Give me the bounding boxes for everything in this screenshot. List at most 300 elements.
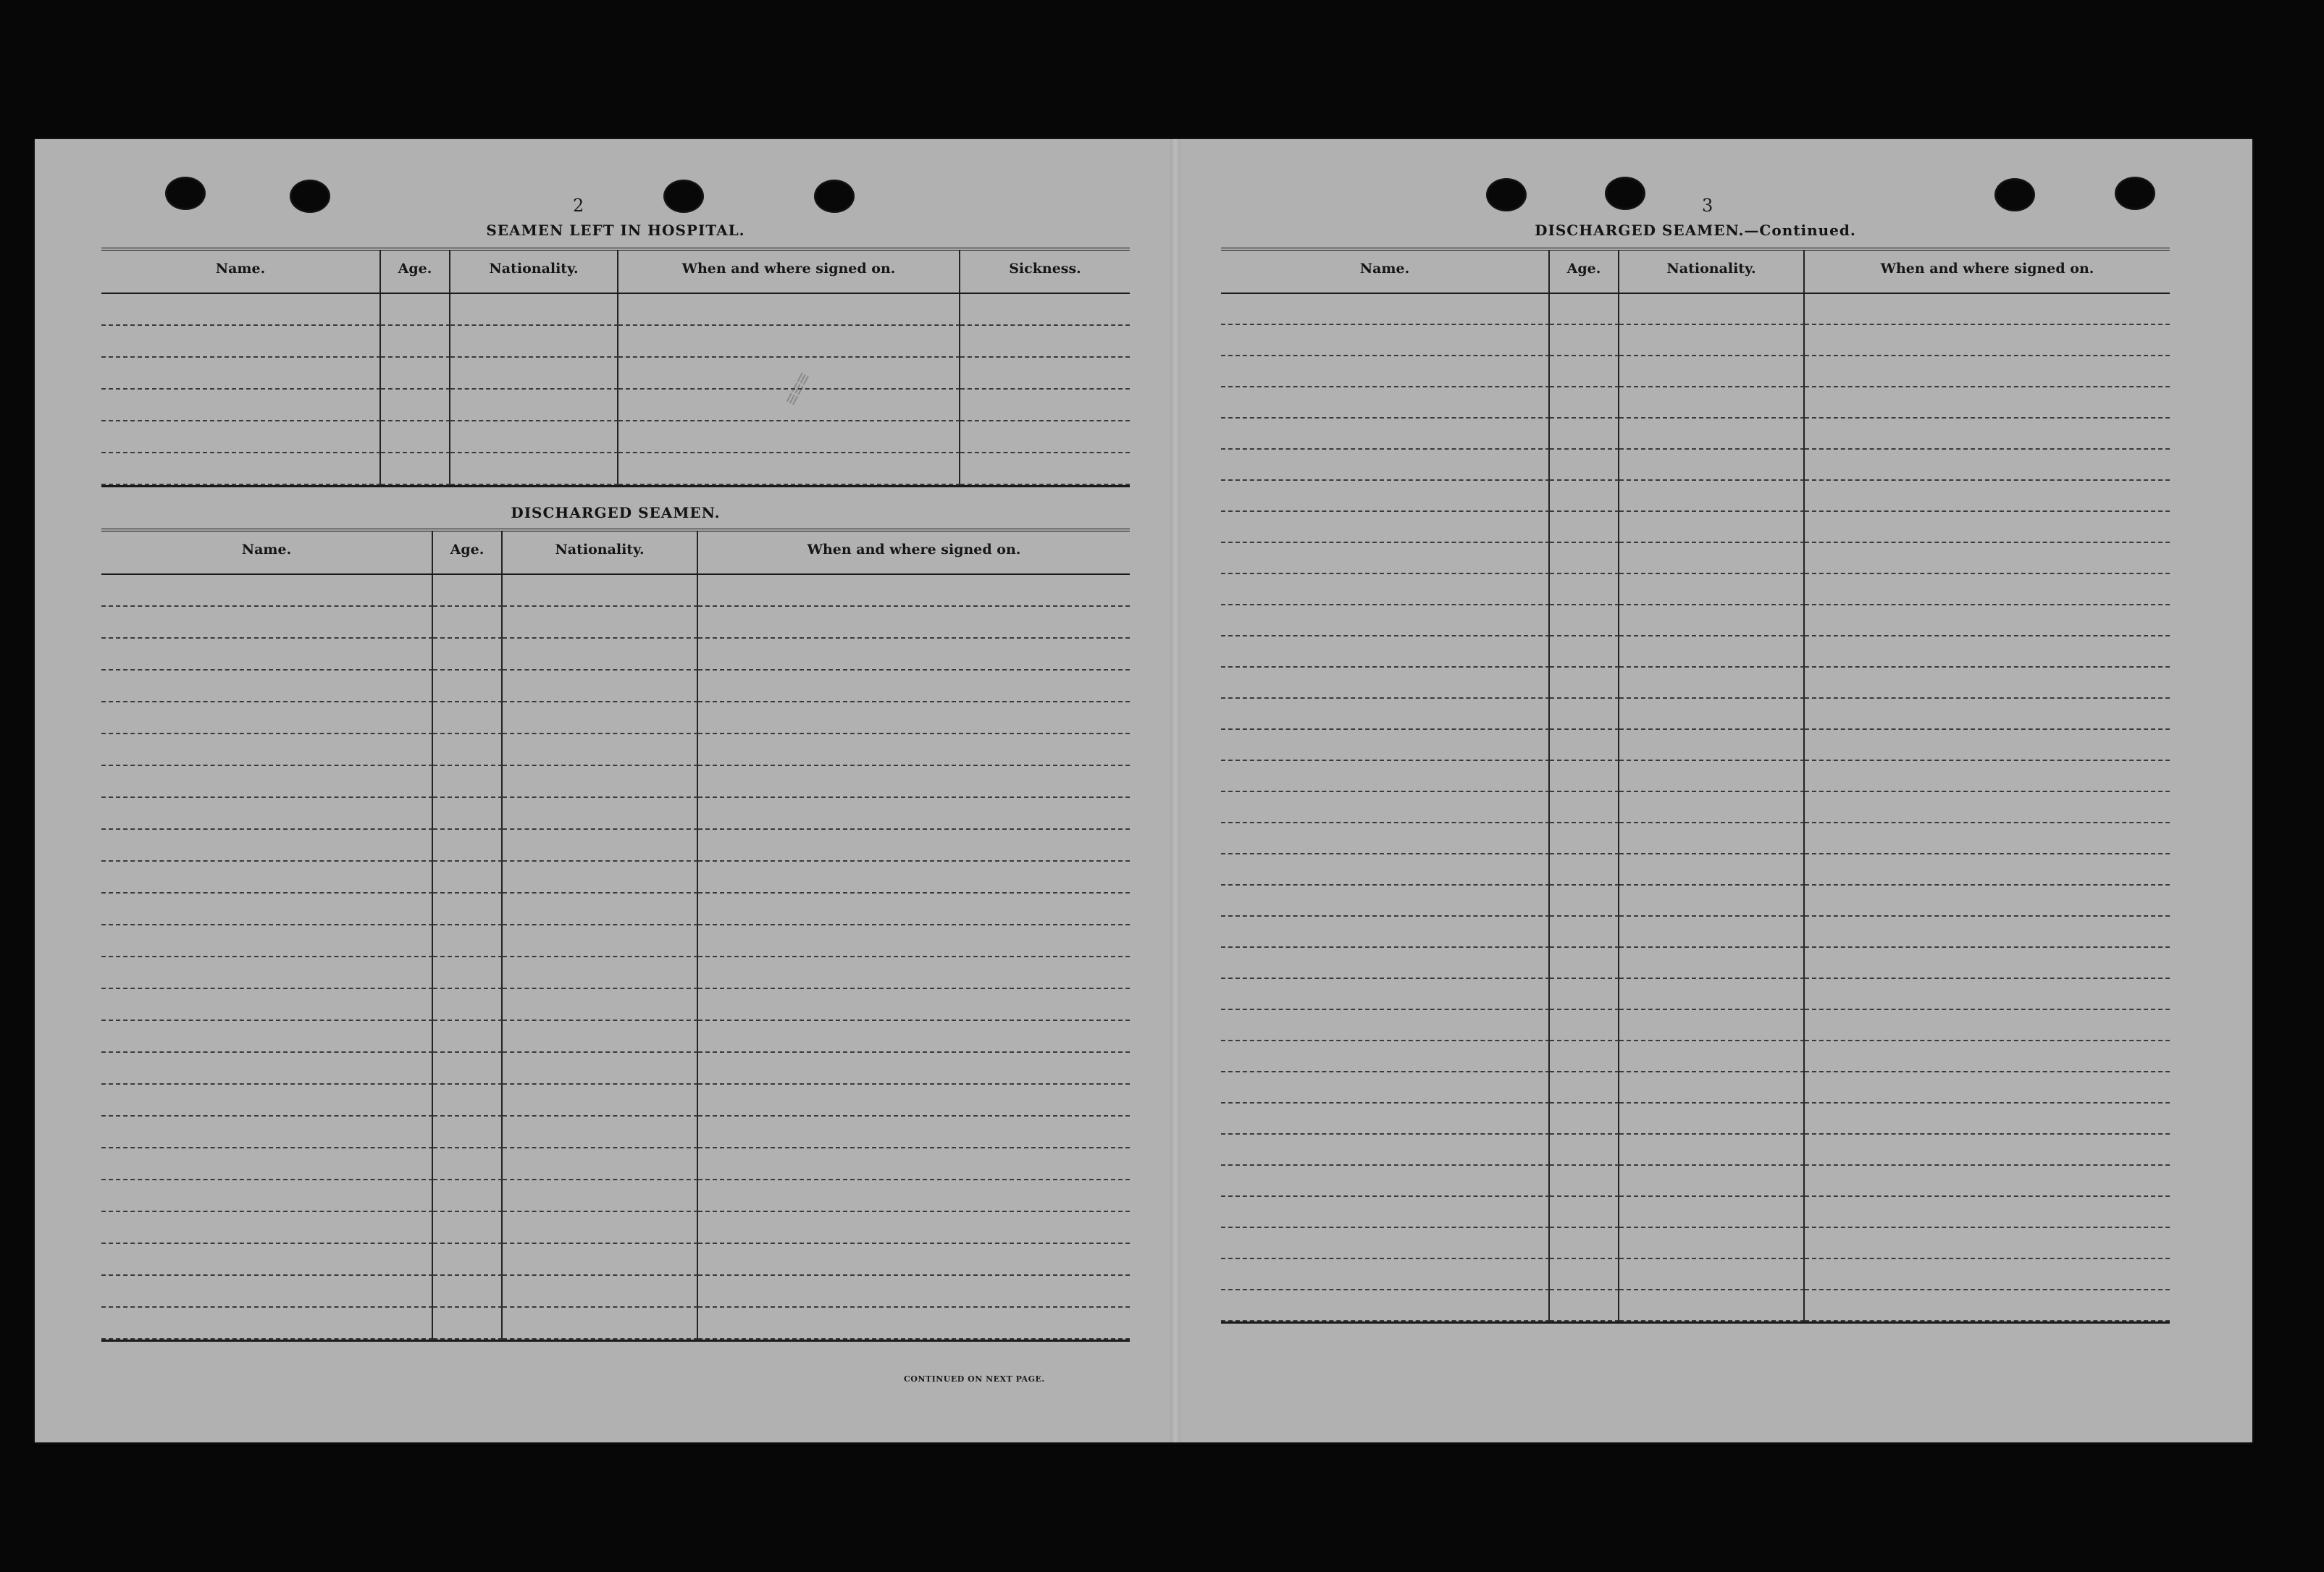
blank-cell[interactable] bbox=[1805, 886, 2170, 917]
blank-cell[interactable] bbox=[101, 702, 433, 734]
blank-cell[interactable] bbox=[1805, 668, 2170, 699]
blank-cell[interactable] bbox=[698, 830, 1130, 862]
hospital-table bbox=[101, 248, 1130, 487]
blank-cell[interactable] bbox=[101, 1180, 433, 1212]
blank-cell[interactable] bbox=[960, 294, 1130, 326]
blank-cell[interactable] bbox=[1619, 1259, 1805, 1290]
blank-cell[interactable] bbox=[1221, 543, 1550, 574]
blank-cell[interactable] bbox=[1619, 979, 1805, 1010]
blank-cell[interactable] bbox=[1805, 1010, 2170, 1041]
blank-cell[interactable] bbox=[101, 1244, 433, 1276]
table-row bbox=[1221, 605, 2170, 636]
blank-cell[interactable] bbox=[1619, 761, 1805, 792]
blank-cell[interactable] bbox=[1221, 886, 1550, 917]
blank-cell[interactable] bbox=[1619, 730, 1805, 761]
blank-cell[interactable] bbox=[1550, 325, 1619, 356]
blank-cell[interactable] bbox=[1221, 979, 1550, 1010]
blank-cell[interactable] bbox=[1550, 699, 1619, 730]
blank-cell[interactable] bbox=[1221, 1259, 1550, 1290]
blank-cell[interactable] bbox=[433, 671, 503, 702]
blank-cell[interactable] bbox=[1805, 481, 2170, 512]
blank-cell[interactable] bbox=[433, 639, 503, 671]
blank-cell[interactable] bbox=[1619, 605, 1805, 636]
blank-cell[interactable] bbox=[450, 421, 618, 453]
blank-cell[interactable] bbox=[503, 607, 698, 639]
blank-cell[interactable] bbox=[450, 326, 618, 358]
blank-cell[interactable] bbox=[1619, 699, 1805, 730]
discharged-continued-header bbox=[1221, 251, 2170, 294]
table-row bbox=[1221, 1135, 2170, 1166]
blank-cell[interactable] bbox=[101, 830, 433, 862]
blank-cell[interactable] bbox=[503, 1085, 698, 1117]
blank-cell[interactable] bbox=[1221, 1010, 1550, 1041]
blank-cell[interactable] bbox=[101, 607, 433, 639]
blank-cell[interactable] bbox=[101, 989, 433, 1021]
blank-cell[interactable] bbox=[381, 326, 450, 358]
blank-cell[interactable] bbox=[381, 294, 450, 326]
blank-cell[interactable] bbox=[433, 1148, 503, 1180]
blank-cell[interactable] bbox=[1221, 1228, 1550, 1259]
discharged-table bbox=[101, 529, 1130, 1342]
blank-cell[interactable] bbox=[960, 358, 1130, 390]
table-row bbox=[1221, 574, 2170, 605]
blank-cell[interactable] bbox=[1805, 1228, 2170, 1259]
left-page bbox=[35, 139, 1170, 1442]
blank-cell[interactable] bbox=[1805, 636, 2170, 668]
blank-cell[interactable] bbox=[698, 1085, 1130, 1117]
blank-cell[interactable] bbox=[433, 1276, 503, 1308]
blank-cell[interactable] bbox=[1805, 1135, 2170, 1166]
blank-cell[interactable] bbox=[450, 390, 618, 421]
blank-cell[interactable] bbox=[503, 862, 698, 894]
blank-cell[interactable] bbox=[1805, 1259, 2170, 1290]
column-header-signed-on: When and where signed on. bbox=[807, 542, 1021, 558]
blank-cell[interactable] bbox=[1550, 1197, 1619, 1228]
blank-cell[interactable] bbox=[1550, 668, 1619, 699]
blank-cell[interactable] bbox=[698, 1212, 1130, 1244]
blank-cell[interactable] bbox=[433, 830, 503, 862]
blank-cell[interactable] bbox=[1805, 574, 2170, 605]
blank-cell[interactable] bbox=[698, 1021, 1130, 1053]
blank-cell[interactable] bbox=[101, 294, 381, 326]
blank-cell[interactable] bbox=[698, 734, 1130, 766]
blank-cell[interactable] bbox=[1805, 730, 2170, 761]
blank-cell[interactable] bbox=[1550, 450, 1619, 481]
blank-cell[interactable] bbox=[1805, 1104, 2170, 1135]
blank-cell[interactable] bbox=[503, 1117, 698, 1148]
blank-cell[interactable] bbox=[433, 989, 503, 1021]
blank-cell[interactable] bbox=[433, 1180, 503, 1212]
blank-cell[interactable] bbox=[503, 1148, 698, 1180]
blank-cell[interactable] bbox=[503, 925, 698, 957]
blank-cell[interactable] bbox=[1550, 979, 1619, 1010]
blank-cell[interactable] bbox=[698, 1308, 1130, 1340]
blank-cell[interactable] bbox=[1805, 699, 2170, 730]
table-row bbox=[1221, 1290, 2170, 1321]
blank-cell[interactable] bbox=[381, 358, 450, 390]
blank-cell[interactable] bbox=[1550, 1104, 1619, 1135]
blank-cell[interactable] bbox=[503, 989, 698, 1021]
blank-cell[interactable] bbox=[698, 1148, 1130, 1180]
blank-cell[interactable] bbox=[101, 421, 381, 453]
blank-cell[interactable] bbox=[381, 390, 450, 421]
blank-cell[interactable] bbox=[1805, 419, 2170, 450]
punch-hole bbox=[1994, 178, 2035, 211]
blank-cell[interactable] bbox=[1619, 1166, 1805, 1197]
blank-cell[interactable] bbox=[433, 925, 503, 957]
blank-cell[interactable] bbox=[1221, 699, 1550, 730]
blank-cell[interactable] bbox=[101, 894, 433, 925]
blank-cell[interactable] bbox=[698, 766, 1130, 798]
blank-cell[interactable] bbox=[1221, 387, 1550, 419]
blank-cell[interactable] bbox=[101, 957, 433, 989]
blank-cell[interactable] bbox=[381, 421, 450, 453]
blank-cell[interactable] bbox=[960, 453, 1130, 485]
blank-cell[interactable] bbox=[101, 1276, 433, 1308]
blank-cell[interactable] bbox=[1550, 1290, 1619, 1321]
blank-cell[interactable] bbox=[618, 326, 960, 358]
blank-cell[interactable] bbox=[1619, 1104, 1805, 1135]
blank-cell[interactable] bbox=[960, 390, 1130, 421]
blank-cell[interactable] bbox=[101, 1021, 433, 1053]
blank-cell[interactable] bbox=[618, 294, 960, 326]
blank-cell[interactable] bbox=[1805, 792, 2170, 823]
blank-cell[interactable] bbox=[503, 894, 698, 925]
blank-cell[interactable] bbox=[1221, 419, 1550, 450]
blank-cell[interactable] bbox=[1221, 1166, 1550, 1197]
blank-cell[interactable] bbox=[698, 798, 1130, 830]
blank-cell[interactable] bbox=[1550, 1166, 1619, 1197]
blank-cell[interactable] bbox=[503, 639, 698, 671]
blank-cell[interactable] bbox=[503, 1212, 698, 1244]
blank-cell[interactable] bbox=[1619, 574, 1805, 605]
table-row bbox=[1221, 979, 2170, 1010]
table-row bbox=[1221, 356, 2170, 387]
blank-cell[interactable] bbox=[101, 671, 433, 702]
blank-cell[interactable] bbox=[1805, 1197, 2170, 1228]
table-row bbox=[1221, 1041, 2170, 1072]
blank-cell[interactable] bbox=[433, 607, 503, 639]
blank-cell[interactable] bbox=[503, 957, 698, 989]
blank-cell[interactable] bbox=[1550, 886, 1619, 917]
blank-cell[interactable] bbox=[433, 894, 503, 925]
table-row bbox=[101, 1021, 1130, 1053]
blank-cell[interactable] bbox=[1805, 823, 2170, 854]
blank-cell[interactable] bbox=[1221, 1041, 1550, 1072]
blank-cell[interactable] bbox=[101, 575, 433, 607]
blank-cell[interactable] bbox=[1619, 325, 1805, 356]
table-row bbox=[101, 766, 1130, 798]
discharged-table-header bbox=[101, 531, 1130, 575]
blank-cell[interactable] bbox=[1805, 294, 2170, 325]
blank-cell[interactable] bbox=[698, 1053, 1130, 1085]
blank-cell[interactable] bbox=[101, 639, 433, 671]
column-header-nationality: Nationality. bbox=[1619, 251, 1805, 293]
blank-cell[interactable] bbox=[1221, 823, 1550, 854]
blank-cell[interactable] bbox=[1550, 854, 1619, 886]
blank-cell[interactable] bbox=[1221, 325, 1550, 356]
blank-cell[interactable] bbox=[433, 862, 503, 894]
blank-cell[interactable] bbox=[1619, 823, 1805, 854]
blank-cell[interactable] bbox=[1550, 1010, 1619, 1041]
blank-cell[interactable] bbox=[503, 734, 698, 766]
table-row bbox=[101, 390, 1130, 421]
blank-cell[interactable] bbox=[1619, 543, 1805, 574]
blank-cell[interactable] bbox=[1619, 917, 1805, 948]
blank-cell[interactable] bbox=[698, 607, 1130, 639]
blank-cell[interactable] bbox=[1221, 948, 1550, 979]
blank-cell[interactable] bbox=[1550, 948, 1619, 979]
blank-cell[interactable] bbox=[433, 702, 503, 734]
blank-cell[interactable] bbox=[503, 575, 698, 607]
blank-cell[interactable] bbox=[381, 453, 450, 485]
blank-cell[interactable] bbox=[1221, 1197, 1550, 1228]
blank-cell[interactable] bbox=[1550, 1072, 1619, 1104]
blank-cell[interactable] bbox=[101, 1053, 433, 1085]
blank-cell[interactable] bbox=[1550, 387, 1619, 419]
blank-cell[interactable] bbox=[1805, 605, 2170, 636]
blank-cell[interactable] bbox=[101, 453, 381, 485]
blank-cell[interactable] bbox=[698, 639, 1130, 671]
blank-cell[interactable] bbox=[960, 326, 1130, 358]
blank-cell[interactable] bbox=[1550, 917, 1619, 948]
blank-cell[interactable] bbox=[433, 734, 503, 766]
blank-cell[interactable] bbox=[1619, 792, 1805, 823]
blank-cell[interactable] bbox=[1221, 512, 1550, 543]
blank-cell[interactable] bbox=[1619, 1041, 1805, 1072]
blank-cell[interactable] bbox=[433, 1021, 503, 1053]
blank-cell[interactable] bbox=[698, 1117, 1130, 1148]
blank-cell[interactable] bbox=[101, 862, 433, 894]
blank-cell[interactable] bbox=[1805, 948, 2170, 979]
blank-cell[interactable] bbox=[1619, 1290, 1805, 1321]
blank-cell[interactable] bbox=[450, 358, 618, 390]
blank-cell[interactable] bbox=[503, 1021, 698, 1053]
table-row bbox=[1221, 917, 2170, 948]
blank-cell[interactable] bbox=[503, 1244, 698, 1276]
blank-cell[interactable] bbox=[101, 390, 381, 421]
blank-cell[interactable] bbox=[1550, 636, 1619, 668]
blank-cell[interactable] bbox=[698, 957, 1130, 989]
blank-cell[interactable] bbox=[698, 702, 1130, 734]
table-row bbox=[1221, 325, 2170, 356]
blank-cell[interactable] bbox=[1805, 1290, 2170, 1321]
blank-cell[interactable] bbox=[698, 862, 1130, 894]
table-row bbox=[101, 957, 1130, 989]
blank-cell[interactable] bbox=[433, 1244, 503, 1276]
blank-cell[interactable] bbox=[1550, 1228, 1619, 1259]
blank-cell[interactable] bbox=[1619, 356, 1805, 387]
page-fold bbox=[1170, 139, 1180, 1442]
blank-cell[interactable] bbox=[1619, 419, 1805, 450]
blank-cell[interactable] bbox=[433, 1212, 503, 1244]
blank-cell[interactable] bbox=[1550, 481, 1619, 512]
blank-cell[interactable] bbox=[618, 453, 960, 485]
blank-cell[interactable] bbox=[1619, 948, 1805, 979]
blank-cell[interactable] bbox=[1619, 854, 1805, 886]
blank-cell[interactable] bbox=[1221, 574, 1550, 605]
blank-cell[interactable] bbox=[101, 1117, 433, 1148]
blank-cell[interactable] bbox=[1619, 1072, 1805, 1104]
blank-cell[interactable] bbox=[101, 358, 381, 390]
blank-cell[interactable] bbox=[1619, 387, 1805, 419]
hospital-table-header bbox=[101, 251, 1130, 294]
blank-cell[interactable] bbox=[698, 1244, 1130, 1276]
table-row bbox=[1221, 1072, 2170, 1104]
blank-cell[interactable] bbox=[101, 1148, 433, 1180]
blank-cell[interactable] bbox=[101, 1212, 433, 1244]
blank-cell[interactable] bbox=[101, 766, 433, 798]
blank-cell[interactable] bbox=[450, 453, 618, 485]
blank-cell[interactable] bbox=[1221, 917, 1550, 948]
blank-cell[interactable] bbox=[1805, 543, 2170, 574]
hospital-section-title: SEAMEN LEFT IN HOSPITAL. bbox=[486, 222, 745, 239]
discharged-continued-table bbox=[1221, 248, 2170, 1324]
blank-cell[interactable] bbox=[698, 894, 1130, 925]
blank-cell[interactable] bbox=[1550, 294, 1619, 325]
blank-cell[interactable] bbox=[433, 957, 503, 989]
blank-cell[interactable] bbox=[960, 421, 1130, 453]
column-header-signed-on: When and where signed on. bbox=[618, 251, 960, 293]
blank-cell[interactable] bbox=[1619, 1010, 1805, 1041]
table-row bbox=[101, 1117, 1130, 1148]
blank-cell[interactable] bbox=[1805, 761, 2170, 792]
column-header-signed-on: When and where signed on. bbox=[1880, 261, 2094, 277]
blank-cell[interactable] bbox=[1221, 854, 1550, 886]
blank-cell[interactable] bbox=[1619, 636, 1805, 668]
blank-cell[interactable] bbox=[503, 830, 698, 862]
table-row bbox=[1221, 294, 2170, 325]
blank-cell[interactable] bbox=[1221, 1104, 1550, 1135]
blank-cell[interactable] bbox=[503, 1276, 698, 1308]
table-row bbox=[1221, 1197, 2170, 1228]
blank-cell[interactable] bbox=[1550, 512, 1619, 543]
blank-cell[interactable] bbox=[101, 734, 433, 766]
blank-cell[interactable] bbox=[1550, 605, 1619, 636]
blank-cell[interactable] bbox=[1619, 450, 1805, 481]
blank-cell[interactable] bbox=[1221, 730, 1550, 761]
table-row bbox=[101, 671, 1130, 702]
blank-cell[interactable] bbox=[433, 766, 503, 798]
blank-cell[interactable] bbox=[1805, 1072, 2170, 1104]
punch-hole bbox=[2115, 177, 2155, 210]
blank-cell[interactable] bbox=[433, 1085, 503, 1117]
blank-cell[interactable] bbox=[1550, 574, 1619, 605]
table-row bbox=[1221, 730, 2170, 761]
blank-cell[interactable] bbox=[101, 1308, 433, 1340]
blank-cell[interactable] bbox=[1619, 668, 1805, 699]
blank-cell[interactable] bbox=[698, 1276, 1130, 1308]
blank-cell[interactable] bbox=[101, 798, 433, 830]
blank-cell[interactable] bbox=[1221, 294, 1550, 325]
blank-cell[interactable] bbox=[1221, 450, 1550, 481]
punch-hole bbox=[290, 180, 330, 213]
blank-cell[interactable] bbox=[503, 671, 698, 702]
blank-cell[interactable] bbox=[1619, 512, 1805, 543]
discharged-continued-title: DISCHARGED SEAMEN.—Continued. bbox=[1535, 222, 1856, 239]
table-row bbox=[101, 575, 1130, 607]
blank-cell[interactable] bbox=[698, 925, 1130, 957]
blank-cell[interactable] bbox=[1550, 730, 1619, 761]
blank-cell[interactable] bbox=[1221, 792, 1550, 823]
blank-cell[interactable] bbox=[1619, 481, 1805, 512]
blank-cell[interactable] bbox=[1805, 917, 2170, 948]
blank-cell[interactable] bbox=[1550, 1041, 1619, 1072]
blank-cell[interactable] bbox=[1805, 356, 2170, 387]
blank-cell[interactable] bbox=[1805, 854, 2170, 886]
table-row bbox=[1221, 543, 2170, 574]
blank-cell[interactable] bbox=[503, 702, 698, 734]
blank-cell[interactable] bbox=[1805, 1041, 2170, 1072]
blank-cell[interactable] bbox=[433, 1053, 503, 1085]
blank-cell[interactable] bbox=[1221, 636, 1550, 668]
blank-cell[interactable] bbox=[503, 1053, 698, 1085]
blank-cell[interactable] bbox=[1619, 1135, 1805, 1166]
blank-cell[interactable] bbox=[101, 925, 433, 957]
blank-cell[interactable] bbox=[450, 294, 618, 326]
table-row bbox=[101, 1244, 1130, 1276]
table-row bbox=[101, 734, 1130, 766]
blank-cell[interactable] bbox=[503, 1308, 698, 1340]
blank-cell[interactable] bbox=[1550, 1135, 1619, 1166]
blank-cell[interactable] bbox=[698, 989, 1130, 1021]
blank-cell[interactable] bbox=[698, 575, 1130, 607]
blank-cell[interactable] bbox=[503, 798, 698, 830]
blank-cell[interactable] bbox=[433, 1117, 503, 1148]
blank-cell[interactable] bbox=[1550, 419, 1619, 450]
blank-cell[interactable] bbox=[1805, 1166, 2170, 1197]
blank-cell[interactable] bbox=[698, 671, 1130, 702]
blank-cell[interactable] bbox=[101, 326, 381, 358]
blank-cell[interactable] bbox=[1221, 1290, 1550, 1321]
blank-cell[interactable] bbox=[698, 1180, 1130, 1212]
blank-cell[interactable] bbox=[1221, 356, 1550, 387]
blank-cell[interactable] bbox=[1221, 668, 1550, 699]
table-row bbox=[101, 453, 1130, 485]
blank-cell[interactable] bbox=[1550, 356, 1619, 387]
blank-cell[interactable] bbox=[1805, 387, 2170, 419]
blank-cell[interactable] bbox=[1619, 886, 1805, 917]
blank-cell[interactable] bbox=[1550, 543, 1619, 574]
table-row bbox=[1221, 1166, 2170, 1197]
blank-cell[interactable] bbox=[1221, 761, 1550, 792]
blank-cell[interactable] bbox=[1619, 294, 1805, 325]
blank-cell[interactable] bbox=[433, 1308, 503, 1340]
blank-cell[interactable] bbox=[1221, 605, 1550, 636]
blank-cell[interactable] bbox=[1619, 1197, 1805, 1228]
blank-cell[interactable] bbox=[433, 575, 503, 607]
table-row bbox=[101, 1308, 1130, 1340]
blank-cell[interactable] bbox=[1221, 1072, 1550, 1104]
blank-cell[interactable] bbox=[433, 798, 503, 830]
blank-cell[interactable] bbox=[618, 421, 960, 453]
blank-cell[interactable] bbox=[1221, 481, 1550, 512]
blank-cell[interactable] bbox=[503, 766, 698, 798]
blank-cell[interactable] bbox=[1550, 792, 1619, 823]
blank-cell[interactable] bbox=[1805, 512, 2170, 543]
blank-cell[interactable] bbox=[503, 1180, 698, 1212]
blank-cell[interactable] bbox=[101, 1085, 433, 1117]
blank-cell[interactable] bbox=[1805, 450, 2170, 481]
blank-cell[interactable] bbox=[1221, 1135, 1550, 1166]
blank-cell[interactable] bbox=[1805, 979, 2170, 1010]
blank-cell[interactable] bbox=[1619, 1228, 1805, 1259]
blank-cell[interactable] bbox=[1550, 823, 1619, 854]
blank-cell[interactable] bbox=[1550, 1259, 1619, 1290]
blank-cell[interactable] bbox=[1805, 325, 2170, 356]
table-row bbox=[1221, 761, 2170, 792]
blank-cell[interactable] bbox=[1550, 761, 1619, 792]
